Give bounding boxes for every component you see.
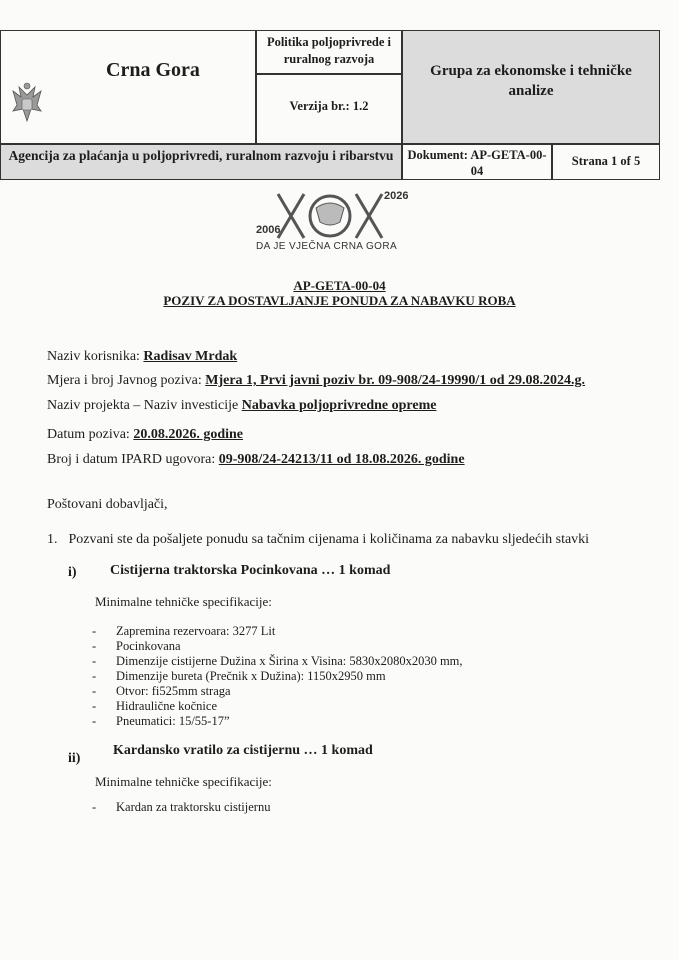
logo-motto: DA JE VJEČNA CRNA GORA	[256, 241, 398, 252]
policy-cell	[256, 30, 402, 74]
spec-list	[92, 624, 463, 729]
field-value: Nabavka poljoprivredne opreme	[241, 398, 437, 413]
spec-item: - Dimenzije bureta (Prečnik x Dužina): 1150x2950 mm	[92, 669, 463, 684]
field-beneficiary	[47, 349, 237, 365]
spec-heading: Minimalne tehničke specifikacije:	[95, 594, 272, 609]
spec-item: - Otvor: fi525mm straga	[92, 684, 463, 699]
field-value: 09-908/24-24213/11 od 18.08.2026. godine	[218, 452, 465, 467]
subitem-title: Cistijerna traktorska Pocinkovana … 1 komad	[110, 563, 391, 578]
field-label: Broj i datum IPARD ugovora:	[47, 452, 219, 467]
field-contract	[47, 452, 465, 468]
logo-year-start: 2006	[256, 224, 281, 236]
item-text: Pozvani ste da pošaljete ponudu sa tačnim cijenama i količinama za nabavku sljedećih stavki	[68, 532, 590, 547]
header-table	[0, 30, 660, 180]
spec-item: - Kardan za traktorsku cistijernu	[92, 800, 270, 815]
field-date	[47, 427, 243, 443]
version-cell	[256, 74, 402, 144]
field-label: Naziv korisnika:	[47, 349, 144, 364]
field-value: Mjera 1, Prvi javni poziv br. 09-908/24-19990/1 od 29.08.2024.g.	[205, 373, 586, 388]
group-name: Grupa za ekonomske i tehničke analize	[430, 63, 632, 99]
greeting: Poštovani dobavljači,	[47, 497, 168, 512]
field-value: Radisav Mrdak	[143, 349, 238, 364]
document-title: POZIV ZA DOSTAVLJANJE PONUDA ZA NABAVKU ROBA	[163, 293, 516, 308]
spec-item: - Pocinkovana	[92, 639, 463, 654]
field-label: Datum poziva:	[47, 427, 134, 442]
spec-item: - Pneumatici: 15/55-17”	[92, 714, 463, 729]
coat-of-arms-icon	[7, 81, 47, 125]
document-id: Dokument: AP-GETA-00-04	[407, 148, 547, 178]
policy-title: Politika poljoprivrede i ruralnog razvoja	[266, 35, 392, 66]
page-cell	[552, 144, 660, 180]
field-label: Mjera i broj Javnog poziva:	[47, 373, 206, 388]
spec-item: - Dimenzije cistijerne Dužina x Širina x Visina: 5830x2080x2030 mm,	[92, 654, 463, 669]
country-name: Crna Gora	[106, 59, 200, 81]
subitem-number: ii)	[68, 751, 81, 766]
page-number: Strana 1 of 5	[571, 154, 641, 168]
field-label: Naziv projekta – Naziv investicije	[47, 398, 242, 413]
spec-list	[92, 800, 270, 815]
invitation-item	[47, 532, 589, 548]
jubilee-logo	[256, 188, 426, 258]
document-cell	[402, 144, 552, 180]
group-cell	[402, 30, 660, 144]
spec-heading: Minimalne tehničke specifikacije:	[95, 774, 272, 789]
field-value: 20.08.2026. godine	[133, 427, 243, 442]
document-code: AP-GETA-00-04	[293, 278, 386, 293]
spec-item: - Zapremina rezervoara: 3277 Lit	[92, 624, 463, 639]
field-project	[47, 398, 436, 414]
spec-item: - Hidraulične kočnice	[92, 699, 463, 714]
logo-year-end: 2026	[384, 190, 409, 202]
subitem-number: i)	[68, 565, 77, 580]
item-number: 1.	[47, 532, 58, 547]
subitem-title: Kardansko vratilo za cistijernu … 1 komad	[113, 743, 373, 758]
country-cell	[0, 30, 256, 144]
field-measure	[47, 373, 585, 389]
version-number: Verzija br.: 1.2	[289, 99, 369, 113]
agency-cell	[0, 144, 402, 180]
agency-name: Agencija za plaćanja u poljoprivredi, ruralnom razvoju i ribarstvu	[8, 148, 394, 163]
